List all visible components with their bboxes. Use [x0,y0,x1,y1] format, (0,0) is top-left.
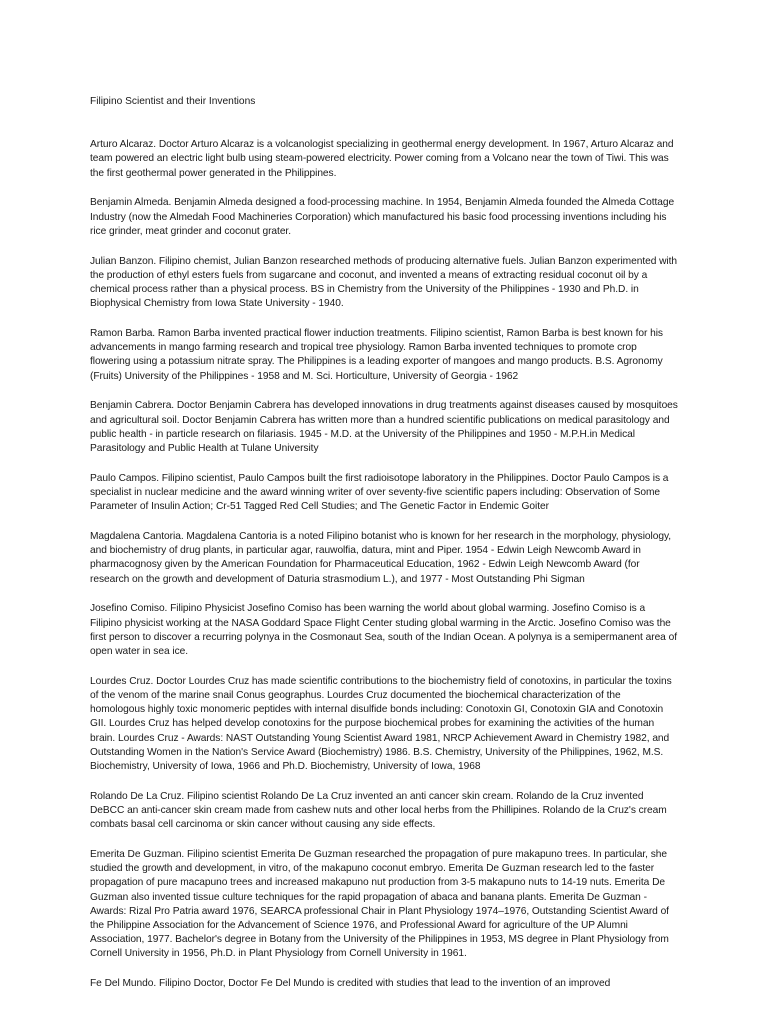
paragraph-emerita-de-guzman: Emerita De Guzman. Filipino scientist Emerita De Guzman researched the propagation of pure makapuno trees. In particular, she studied the growth and development, in vitro, of the makapuno coconut embryo. Emerita De Guzman research led to the faster propagation of pure macapuno trees and increased makapuno nut production from 3-5 makapuno nuts to 14-19 nuts. Emerita De Guzman also invented tissue culture techniques for the rapid propagation of abaca and banana plants. Emerita De Guzman - Awards: Rizal Pro Patria award 1976, SEARCA professional Chair in Plant Physiology 1974–1976, Outstanding Scientist Award of the Philippine Association for the Advancement of Science 1976, and Professional Award for agriculture of the UP Alumni Association, 1977. Bachelor's degree in Botany from the University of the Philippines in 1953, MS degree in Plant Physiology from Cornell University in 1956, Ph.D. in Plant Physiology from Cornell University in 1961. [90,849,669,960]
paragraph-benjamin-almeda: Benjamin Almeda. Benjamin Almeda designed a food-processing machine. In 1954, Benjamin Almeda founded the Almeda Cottage Industry (now the Almedah Food Machineries Corporation) which manufactured his basic food processing inventions including his rice grinder, meat grinder and coconut grater. [90,197,675,237]
paragraph-ramon-barba: Ramon Barba. Ramon Barba invented practical flower induction treatments. Filipino scientist, Ramon Barba is best known for his advancements in mango farming research and tropical tree physiology. Ramon Barba invented techniques to promote crop flowering using a potassium nitrate spray. The Philippines is a leading exporter of mangoes and mango products. B.S. Agronomy (Fruits) University of the Philippines - 1958 and M. Sci. Horticulture, University of Georgia - 1962 [90,328,663,382]
paragraph-julian-banzon: Julian Banzon. Filipino chemist, Julian Banzon researched methods of producing alternative fuels. Julian Banzon experimented with the production of ethyl esters fuels from sugarcane and coconut, and invented a means of extracting residual coconut oil by a chemical process rather than a physical process. BS in Chemistry from the University of the Philippines - 1930 and Ph.D. in Biophysical Chemistry from Iowa State University - 1940. [90,255,678,310]
paragraph-josefino-comiso: Josefino Comiso. Filipino Physicist Josefino Comiso has been warning the world about global warming. Josefino Comiso is a Filipino physicist working at the NASA Goddard Space Flight Center studing global warming in the Arctic. Josefino Comiso was the first person to discover a recurring polynya in the Cosmonaut Sea, south of the Indian Ocean. A polynya is a semipermanent area of open water in sea ice. [90,603,677,658]
paragraph-paulo-campos: Paulo Campos. Filipino scientist, Paulo Campos built the first radioisotope laboratory in the Philippines. Doctor Paulo Campos is a specialist in nuclear medicine and the award winning writer of over seventy-five scientific papers including: Observation of Some Parameter of Insulin Action; Cr-51 Tagged Red Cell Studies; and The Genetic Factor in Endemic Goiter [90,472,669,513]
paragraph-benjamin-cabrera: Benjamin Cabrera. Doctor Benjamin Cabrera has developed innovations in drug treatments against diseases caused by mosquitoes and agricultural soil. Doctor Benjamin Cabrera has written more than a hundred scientific publications on medical parasitology and public health - in particle research on filariasis. 1945 - M.D. at the University of the Philippines and 1950 - M.P.H.in Medical Parasitology and Public Health at Tulane University [90,400,678,455]
paragraph-fe-del-mundo: Fe Del Mundo. Filipino Doctor, Doctor Fe Del Mundo is credited with studies that lead to the invention of an improved [90,978,611,990]
document-title: Filipino Scientist and their Inventions [90,96,256,107]
paragraph-lourdes-cruz: Lourdes Cruz. Doctor Lourdes Cruz has made scientific contributions to the biochemistry field of conotoxins, in particular the toxins of the venom of the marine snail Conus geographus. Lourdes Cruz documented the biochemical characterization of the homologous highly toxic monomeric peptides with internal disulfide bonds including: Conotoxin GI, Conotoxin GIA and Conotoxin GII. Lourdes Cruz has helped develop conotoxins for the purpose biochemical probes for examining the activities of the human brain. Lourdes Cruz - Awards: NAST Outstanding Young Scientist Award 1981, NRCP Achievement Award in Chemistry 1982, and Outstanding Women in the Nation's Service Award (Biochemistry) 1986. B.S. Chemistry, University of the Philippines, 1962, M.S. Biochemistry, University of Iowa, 1966 and Ph.D. Biochemistry, University of Iowa, 1968 [90,675,672,773]
paragraph-rolando-de-la-cruz: Rolando De La Cruz. Filipino scientist Rolando De La Cruz invented an anti cancer skin cream. Rolando de la Cruz invented DeBCC an anti-cancer skin cream made from cashew nuts and other local herbs from the Phillipines. Rolando de la Cruz's cream combats basal cell carcinoma or skin cancer without causing any side effects. [90,790,667,831]
paragraph-magdalena-cantoria: Magdalena Cantoria. Magdalena Cantoria is a noted Filipino botanist who is known for her research in the morphology, physiology, and biochemistry of drug plants, in particular agar, rauwolfia, datura, mint and Piper. 1954 - Edwin Leigh Newcomb Award in pharmacognosy given by the American Foundation for Pharmaceutical Education, 1962 - Edwin Leigh Newcomb Award (for research on the growth and development of Daturia strasmodium L.), and 1977 - Most Outstanding Phi Sigman [90,531,672,585]
paragraph-arturo-alcaraz: Arturo Alcaraz. Doctor Arturo Alcaraz is a volcanologist specializing in geothermal energy development. In 1967, Arturo Alcaraz and team powered an electric light bulb using steam-powered electricity. Power coming from a Volcano near the town of Tiwi. This was the first geothermal power generated in the Philippines. [90,139,674,179]
